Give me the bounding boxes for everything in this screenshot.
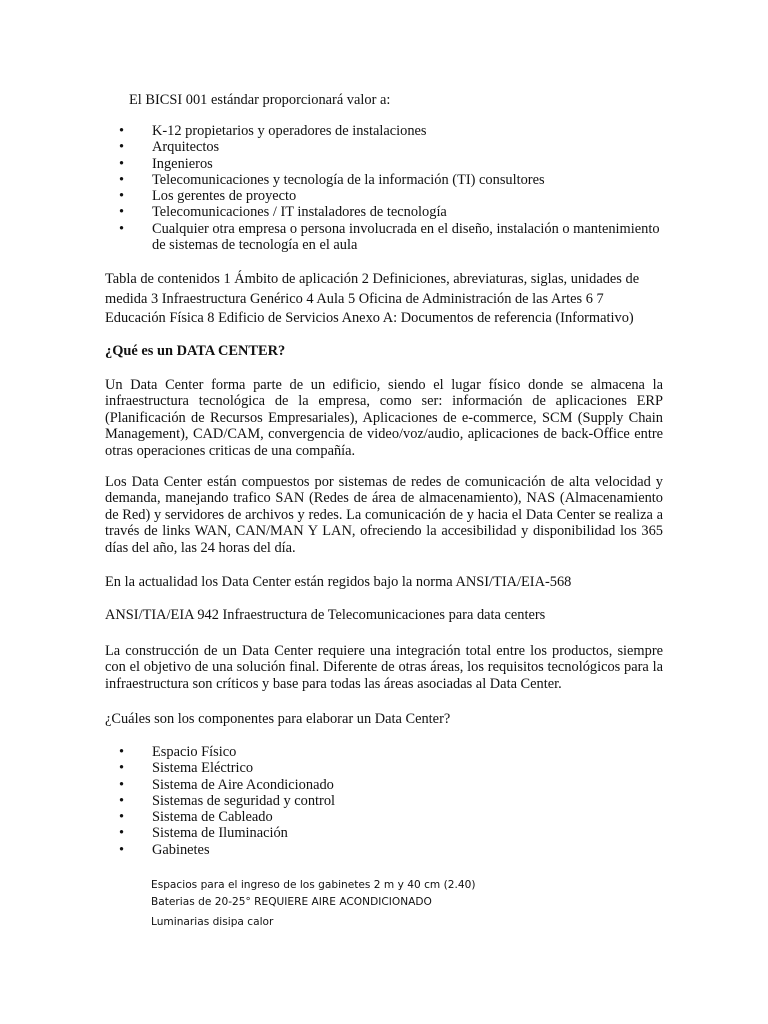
paragraph-construccion: La construcción de un Data Center requiere una integración total entre los productos, siempre con el objetivo de una solución final. Diferente de otras áreas, los requisitos tecnológicos para la infraestructura son críticos y base para todas las áreas asociadas al Data Center.	[105, 643, 663, 692]
intro-text: El BICSI 001 estándar proporcionará valor a:	[129, 92, 391, 108]
paragraph-ansi-942: ANSI/TIA/EIA 942 Infraestructura de Telecomunicaciones para data centers	[105, 607, 546, 623]
bullet: •	[119, 841, 125, 858]
list-item: • Telecomunicaciones y tecnología de la información (TI) consultores	[119, 171, 545, 188]
paragraph-norma-568: En la actualidad los Data Center están regidos bajo la norma ANSI/TIA/EIA-568	[105, 574, 572, 590]
bullet: •	[119, 155, 125, 172]
bullet: •	[119, 188, 125, 205]
list-item: • Sistemas de seguridad y control	[119, 792, 336, 809]
bullet: •	[119, 776, 125, 793]
list-item: • Ingenieros	[119, 155, 213, 172]
note-baterias: Baterias de 20-25° REQUIERE AIRE ACONDICIONADO	[151, 896, 432, 908]
bullet: •	[119, 220, 125, 237]
bicsi-value-list	[105, 123, 661, 253]
list-item: • Sistema de Iluminación	[119, 825, 288, 842]
list-item: • Sistema Eléctrico	[119, 760, 254, 777]
list-item: • Sistema de Cableado	[119, 809, 273, 826]
paragraph-data-center-networks: Los Data Center están compuestos por sistemas de redes de comunicación de alta velocidad y demanda, manejando trafico SAN (Redes de área de almacenamiento), NAS (Almacenamiento de Red) y servidores de archivos y redes. La comunicación de y hacia el Data Center se realiza a través de links WAN, CAN/MAN Y LAN, ofreciendo la accesibilidad y disponibilidad los 365 días del año, las 24 horas del día.	[105, 474, 663, 556]
table-of-contents: Tabla de contenidos 1 Ámbito de aplicación 2 Definiciones, abreviaturas, siglas, unidades de medida 3 Infraestructura Genérico 4 Aula 5 Oficina de Administración de las Artes 6 7 Educación Física 8 Edificio de Servicios Anexo A: Documentos de referencia (Informativo)	[105, 271, 640, 326]
heading-data-center: ¿Qué es un DATA CENTER?	[105, 343, 286, 359]
note-luminarias: Luminarias disipa calor	[151, 916, 274, 928]
bullet: •	[119, 825, 125, 842]
list-item: • Sistema de Aire Acondicionado	[119, 776, 334, 793]
components-list	[105, 744, 661, 858]
bullet: •	[119, 809, 125, 826]
note-gabinetes: Espacios para el ingreso de los gabinetes 2 m y 40 cm (2.40)	[151, 879, 476, 891]
bullet: •	[119, 760, 125, 777]
list-item: • Espacio Físico	[119, 744, 237, 760]
paragraph-data-center-definition: Un Data Center forma parte de un edificio, siendo el lugar físico donde se almacena la infraestructura tecnológica de la empresa, como ser: información de aplicaciones ERP (Planificación de Recursos Empresariales), Aplicaciones de e-commerce, SCM (Supply Chain Management), CAD/CAM, convergencia de video/voz/audio, aplicaciones de back-Office entre otras operaciones criticas de una compañía.	[105, 377, 663, 459]
bullet: •	[119, 139, 125, 156]
bullet: •	[119, 744, 125, 760]
list-item: • K-12 propietarios y operadores de instalaciones	[119, 123, 427, 139]
list-item: • Telecomunicaciones / IT instaladores de tecnología	[119, 204, 447, 221]
bullet: •	[119, 171, 125, 188]
list-item: • Gabinetes	[119, 841, 210, 858]
bullet: •	[119, 123, 125, 139]
list-item: • Cualquier otra empresa o persona involucrada en el diseño, instalación o mantenimiento de sistemas de tecnología en el aula	[119, 220, 660, 254]
list-item: • Los gerentes de proyecto	[119, 188, 297, 205]
bullet: •	[119, 204, 125, 221]
question-componentes: ¿Cuáles son los componentes para elaborar un Data Center?	[105, 711, 451, 727]
list-item: • Arquitectos	[119, 139, 220, 156]
bullet: •	[119, 792, 125, 809]
